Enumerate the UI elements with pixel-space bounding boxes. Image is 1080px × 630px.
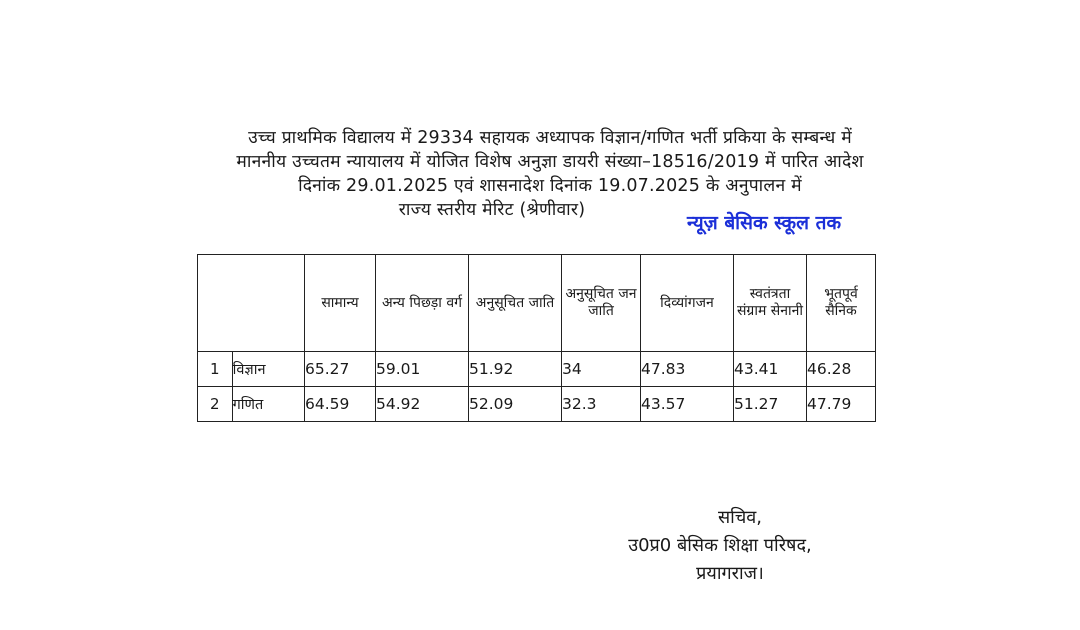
cell-st: 32.3 <box>562 387 641 422</box>
row-subject: विज्ञान <box>232 352 304 387</box>
cell-divyang: 43.57 <box>641 387 734 422</box>
cell-obc: 59.01 <box>376 352 469 387</box>
header-obc: अन्य पिछड़ा वर्ग <box>376 255 469 352</box>
cell-general: 64.59 <box>305 387 376 422</box>
signature-block <box>560 504 880 588</box>
header-ex-serviceman: भूतपूर्व सैनिक <box>807 255 876 352</box>
header-blank <box>198 255 305 352</box>
row-subject: गणित <box>232 387 304 422</box>
cell-obc: 54.92 <box>376 387 469 422</box>
cell-ex-serviceman: 47.79 <box>807 387 876 422</box>
document-heading <box>130 126 970 222</box>
header-freedom-fighter: स्वतंत्रता संग्राम सेनानी <box>734 255 807 352</box>
cell-ex-serviceman: 46.28 <box>807 352 876 387</box>
heading-line-3: दिनांक 29.01.2025 एवं शासनादेश दिनांक 19.07.2025 के अनुपालन में <box>298 176 802 196</box>
table-header-row <box>198 255 876 352</box>
watermark-text: न्यूज़ बेसिक स्कूल तक <box>687 212 842 234</box>
row-serial: 2 <box>198 387 233 422</box>
table-row <box>198 387 876 422</box>
cell-freedom-fighter: 43.41 <box>734 352 807 387</box>
heading-line-4: राज्य स्तरीय मेरिट (श्रेणीवार) <box>398 200 586 220</box>
row-serial: 1 <box>198 352 233 387</box>
header-st: अनुसूचित जन जाति <box>562 255 641 352</box>
header-general: सामान्य <box>305 255 376 352</box>
merit-table <box>197 254 876 422</box>
heading-line-1: उच्च प्राथमिक विद्यालय में 29334 सहायक अध्यापक विज्ञान/गणित भर्ती प्रकिया के सम्बन्ध में <box>248 128 852 148</box>
cell-sc: 51.92 <box>469 352 562 387</box>
signature-organization: उ0प्र0 बेसिक शिक्षा परिषद, <box>628 535 812 556</box>
header-sc: अनुसूचित जाति <box>469 255 562 352</box>
header-divyang: दिव्यांगजन <box>641 255 734 352</box>
signature-location: प्रयागराज। <box>696 563 764 584</box>
cell-divyang: 47.83 <box>641 352 734 387</box>
cell-general: 65.27 <box>305 352 376 387</box>
cell-freedom-fighter: 51.27 <box>734 387 807 422</box>
signature-title: सचिव, <box>718 507 762 528</box>
cell-st: 34 <box>562 352 641 387</box>
heading-line-2: माननीय उच्चतम न्यायालय में योजित विशेष अनुज्ञा डायरी संख्या–18516/2019 में पारित आदेश <box>236 152 864 172</box>
cell-sc: 52.09 <box>469 387 562 422</box>
table-row <box>198 352 876 387</box>
